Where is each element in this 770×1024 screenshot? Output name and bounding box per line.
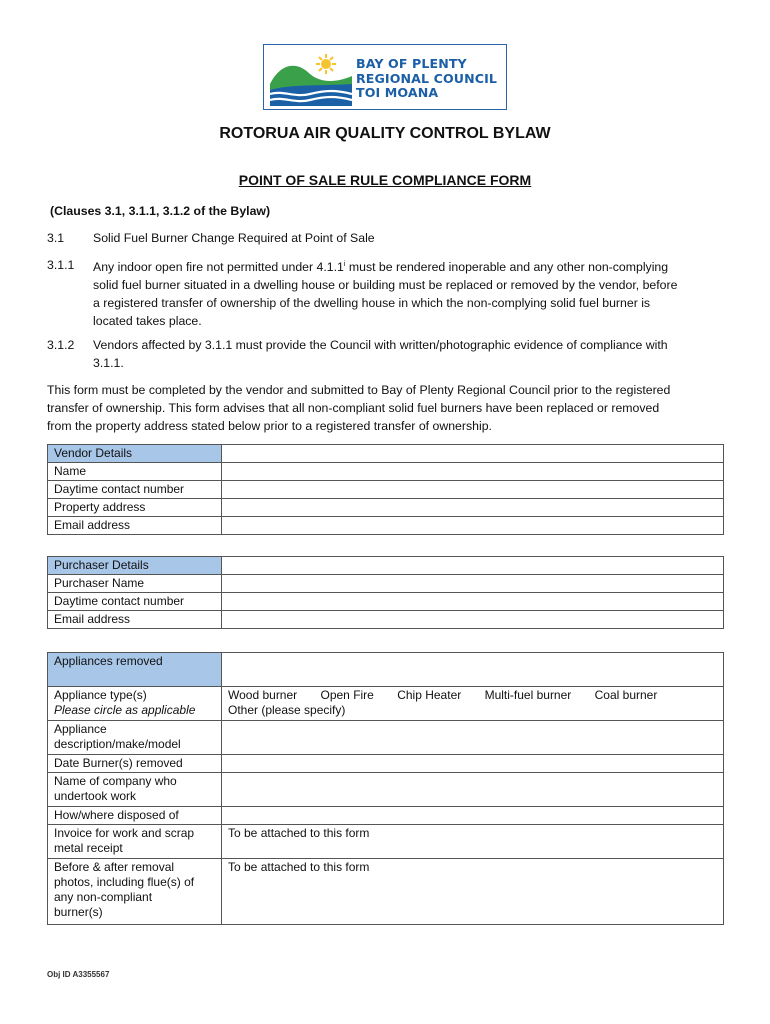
label-line: metal receipt (54, 841, 123, 855)
appliance-options-row (228, 688, 717, 703)
label-line: photos, including flue(s) of (54, 875, 195, 889)
label-line: Before & after removal (54, 860, 175, 874)
appliance-type-text: Appliance type(s) (54, 688, 147, 702)
property-address-field[interactable] (222, 499, 724, 517)
clause-line: located takes place. (93, 314, 202, 329)
company-field[interactable] (222, 773, 724, 807)
option-multi-fuel-burner[interactable]: Multi-fuel burner (484, 688, 572, 702)
purchaser-name-label: Purchaser Name (48, 575, 222, 593)
paragraph-line: transfer of ownership. This form advises that all non-compliant solid fuel burners have been replaced or removed (47, 401, 660, 415)
footnote-marker: i (343, 261, 346, 268)
purchaser-email-field[interactable] (222, 611, 724, 629)
option-open-fire[interactable]: Open Fire (320, 688, 374, 702)
label-line: undertook work (54, 789, 137, 803)
label-line: any non-compliant (54, 890, 153, 904)
date-removed-label: Date Burner(s) removed (48, 755, 222, 773)
property-address-label: Property address (48, 499, 222, 517)
logo-line-1: BAY OF PLENTY (356, 56, 467, 71)
option-chip-heater[interactable]: Chip Heater (397, 688, 462, 702)
clause-line: solid fuel burner situated in a dwelling house or building must be replaced or removed by the vendor, before (93, 278, 678, 293)
label-line: Invoice for work and scrap (54, 826, 195, 840)
company-label (48, 773, 222, 807)
label-line: Name of company who (54, 774, 177, 788)
disposal-field[interactable] (222, 807, 724, 825)
appliance-description-field[interactable] (222, 721, 724, 755)
document-title: ROTORUA AIR QUALITY CONTROL BYLAW (219, 125, 551, 142)
paragraph-line: from the property address stated below prior to a registered transfer of ownership. (47, 419, 492, 433)
purchaser-details-header: Purchaser Details (48, 557, 222, 575)
vendor-details-header: Vendor Details (48, 445, 222, 463)
vendor-details-table (47, 444, 724, 535)
clause-line (93, 256, 728, 276)
clause-text (93, 256, 728, 330)
logo-line-3: TOI MOANA (356, 85, 439, 100)
clause-text (93, 336, 728, 372)
purchaser-details-table (47, 556, 724, 629)
vendor-email-label: Email address (48, 517, 222, 535)
clause-line-part: Any indoor open fire not permitted under 4.1.1 (93, 260, 344, 275)
clauses-reference: (Clauses 3.1, 3.1.1, 3.1.2 of the Bylaw) (50, 204, 271, 218)
clause-text: Solid Fuel Burner Change Required at Point of Sale (93, 231, 375, 245)
invoice-field[interactable]: To be attached to this form (222, 825, 724, 859)
photos-field[interactable]: To be attached to this form (222, 859, 724, 925)
option-coal-burner[interactable]: Coal burner (594, 688, 658, 702)
vendor-name-field[interactable] (222, 463, 724, 481)
photos-label (48, 859, 222, 925)
clause-line: a registered transfer of ownership of the dwelling house in which the non-complying solid fuel burner is (93, 296, 651, 311)
object-id: Obj ID A3355567 (47, 970, 110, 979)
appliance-description-label (48, 721, 222, 755)
purchaser-name-field[interactable] (222, 575, 724, 593)
clause-line-part: must be rendered inoperable and any other non-complying (345, 260, 669, 275)
appliances-removed-header-field[interactable] (222, 653, 724, 687)
appliances-removed-header: Appliances removed (48, 653, 222, 687)
invoice-label (48, 825, 222, 859)
vendor-phone-field[interactable] (222, 481, 724, 499)
vendor-email-field[interactable] (222, 517, 724, 535)
label-line: description/make/model (54, 737, 181, 751)
appliance-type-label (48, 687, 222, 721)
purchaser-phone-label: Daytime contact number (48, 593, 222, 611)
form-title: POINT OF SALE RULE COMPLIANCE FORM (238, 172, 532, 188)
appliance-type-options (222, 687, 724, 721)
option-wood-burner[interactable]: Wood burner (228, 688, 298, 702)
appliance-type-hint: Please circle as applicable (54, 703, 196, 717)
vendor-phone-label: Daytime contact number (48, 481, 222, 499)
label-line: Appliance (54, 722, 107, 736)
purchaser-details-header-field[interactable] (222, 557, 724, 575)
date-removed-field[interactable] (222, 755, 724, 773)
logo-text (356, 57, 497, 101)
vendor-name-label: Name (48, 463, 222, 481)
paragraph-line: This form must be completed by the vendor and submitted to Bay of Plenty Regional Council prior to the registered (47, 383, 671, 397)
logo-line-2: REGIONAL COUNCIL (356, 70, 497, 86)
option-other[interactable]: Other (please specify) (228, 703, 346, 717)
clause-line: Vendors affected by 3.1.1 must provide the Council with written/photographic evidence of compliance with (93, 338, 668, 352)
disposal-label: How/where disposed of (48, 807, 222, 825)
logo-landscape-icon (270, 50, 352, 106)
vendor-details-header-field[interactable] (222, 445, 724, 463)
council-logo (263, 44, 507, 110)
purchaser-email-label: Email address (48, 611, 222, 629)
label-line: burner(s) (54, 905, 103, 919)
purchaser-phone-field[interactable] (222, 593, 724, 611)
instructions-paragraph (47, 381, 732, 435)
clause-number: 3.1 (47, 231, 65, 245)
clause-number: 3.1.1 (47, 258, 75, 272)
appliances-removed-table (47, 652, 724, 925)
clause-number: 3.1.2 (47, 338, 75, 352)
clause-line: 3.1.1. (93, 356, 124, 370)
